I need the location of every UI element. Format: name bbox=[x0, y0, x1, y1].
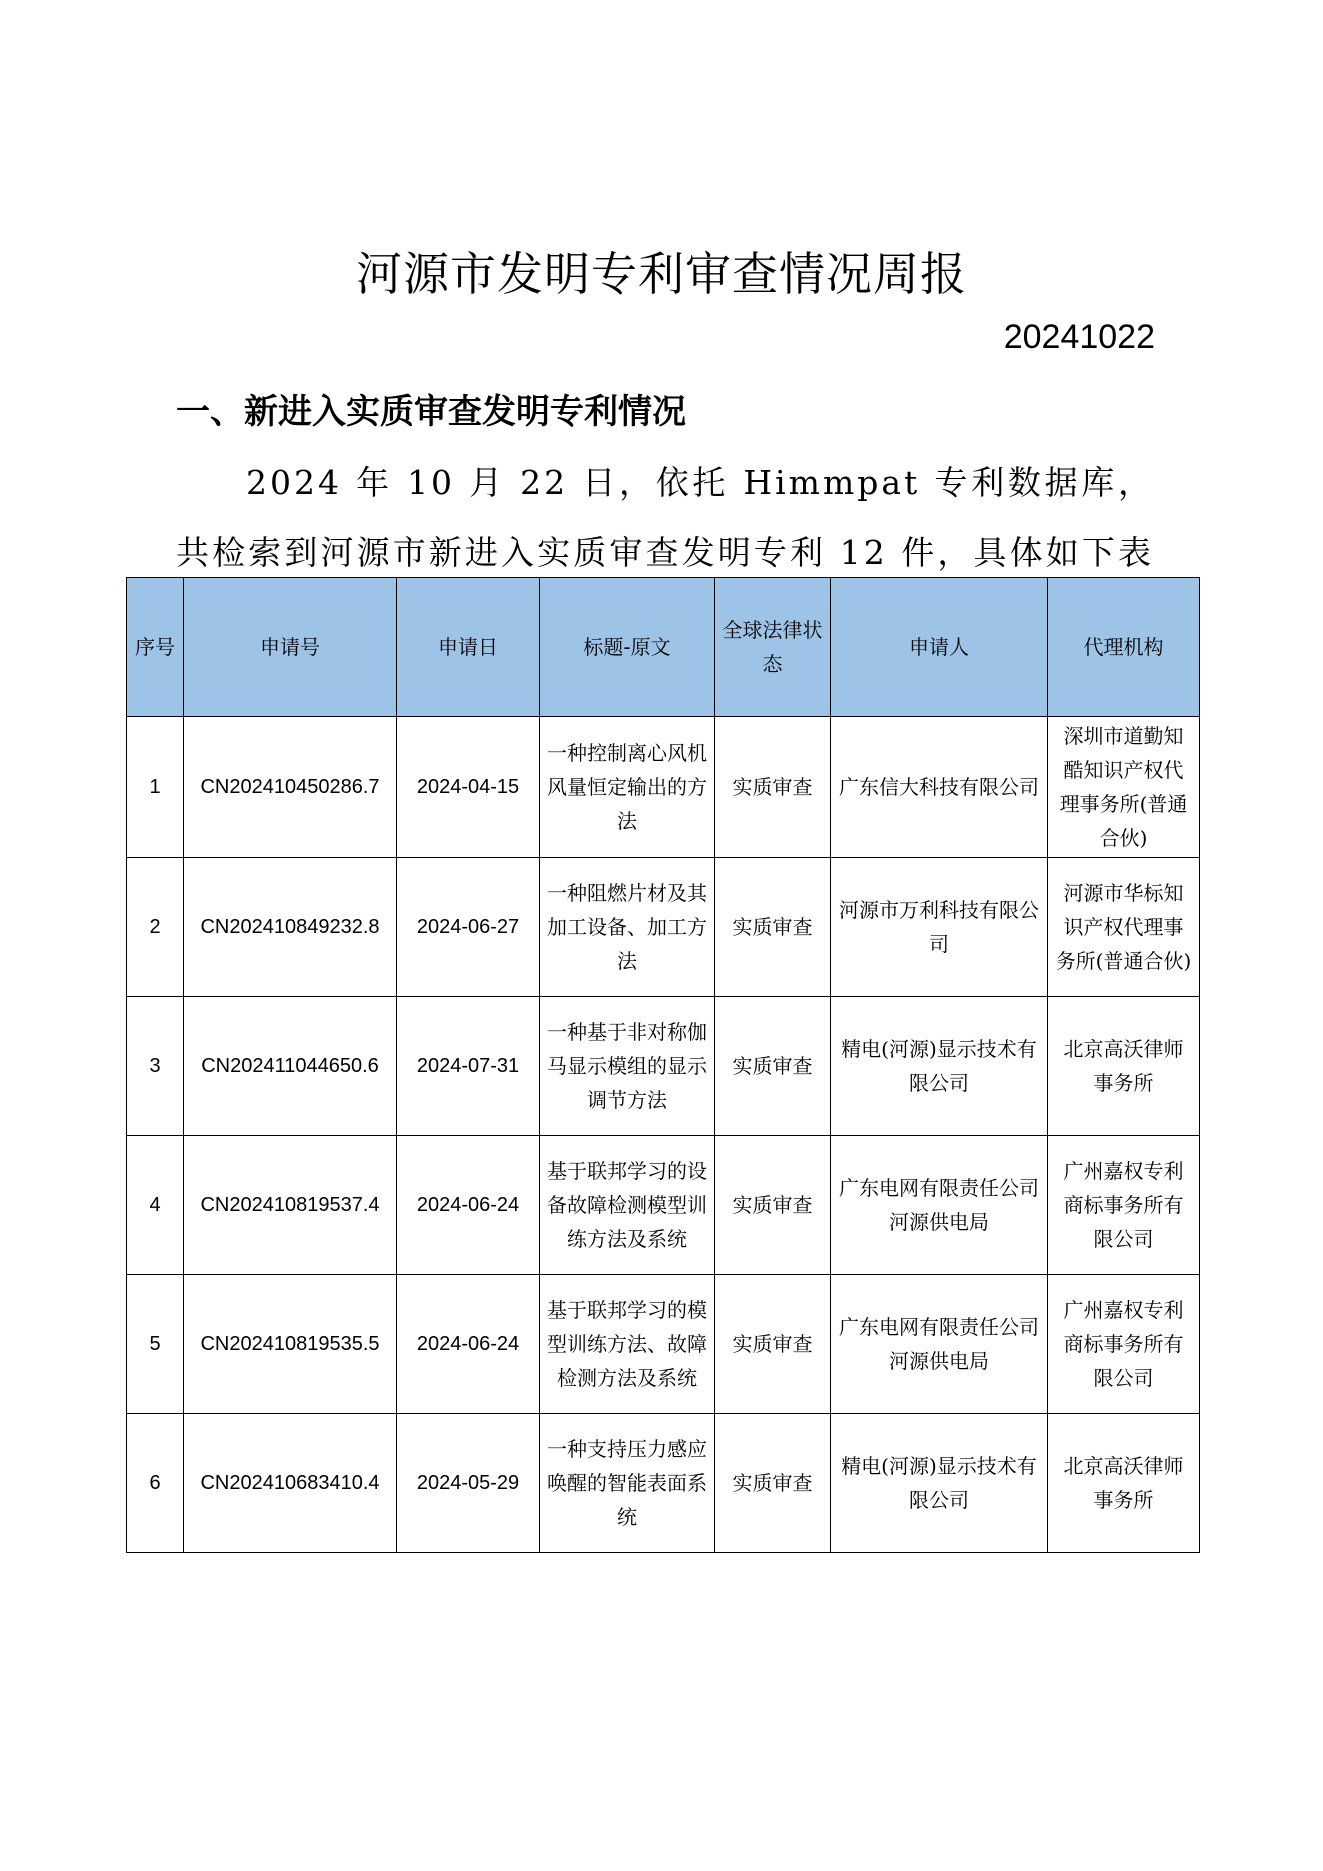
cell-app-date: 2024-06-24 bbox=[397, 1136, 540, 1275]
cell-agency: 北京高沃律师事务所 bbox=[1048, 997, 1200, 1136]
cell-app-date: 2024-04-15 bbox=[397, 717, 540, 858]
report-date: 20241022 bbox=[1003, 318, 1155, 356]
cell-applicant: 河源市万利科技有限公司 bbox=[831, 858, 1048, 997]
cell-app-no: CN202410819537.4 bbox=[184, 1136, 397, 1275]
cell-title: 基于联邦学习的模型训练方法、故障检测方法及系统 bbox=[540, 1275, 715, 1414]
intro-paragraph: 2024 年 10 月 22 日，依托 Himmpat 专利数据库，共检索到河源市新进入实质审查发明专利 12 件，具体如下表 bbox=[176, 463, 1154, 572]
cell-seq: 3 bbox=[127, 997, 184, 1136]
cell-seq: 1 bbox=[127, 717, 184, 858]
cell-app-date: 2024-06-27 bbox=[397, 858, 540, 997]
cell-app-date: 2024-07-31 bbox=[397, 997, 540, 1136]
table-row bbox=[127, 997, 1200, 1136]
cell-seq: 4 bbox=[127, 1136, 184, 1275]
table-row bbox=[127, 717, 1200, 858]
header-seq: 序号 bbox=[127, 578, 184, 717]
cell-status: 实质审查 bbox=[715, 1414, 831, 1553]
cell-applicant: 广东信大科技有限公司 bbox=[831, 717, 1048, 858]
cell-title: 一种支持压力感应唤醒的智能表面系统 bbox=[540, 1414, 715, 1553]
cell-app-no: CN202410450286.7 bbox=[184, 717, 397, 858]
cell-status: 实质审查 bbox=[715, 858, 831, 997]
cell-status: 实质审查 bbox=[715, 1275, 831, 1414]
header-status: 全球法律状态 bbox=[715, 578, 831, 717]
section-heading: 一、新进入实质审查发明专利情况 bbox=[176, 392, 686, 432]
cell-applicant: 精电(河源)显示技术有限公司 bbox=[831, 1414, 1048, 1553]
cell-applicant: 广东电网有限责任公司河源供电局 bbox=[831, 1275, 1048, 1414]
cell-status: 实质审查 bbox=[715, 1136, 831, 1275]
cell-title: 一种阻燃片材及其加工设备、加工方法 bbox=[540, 858, 715, 997]
table-row bbox=[127, 858, 1200, 997]
cell-agency: 北京高沃律师事务所 bbox=[1048, 1414, 1200, 1553]
cell-app-no: CN202411044650.6 bbox=[184, 997, 397, 1136]
cell-applicant: 精电(河源)显示技术有限公司 bbox=[831, 997, 1048, 1136]
header-applicant: 申请人 bbox=[831, 578, 1048, 717]
cell-agency: 深圳市道勤知酷知识产权代理事务所(普通合伙) bbox=[1048, 717, 1200, 858]
cell-app-no: CN202410849232.8 bbox=[184, 858, 397, 997]
cell-agency: 河源市华标知识产权代理事务所(普通合伙) bbox=[1048, 858, 1200, 997]
cell-title: 一种基于非对称伽马显示模组的显示调节方法 bbox=[540, 997, 715, 1136]
cell-agency: 广州嘉权专利商标事务所有限公司 bbox=[1048, 1136, 1200, 1275]
cell-title: 一种控制离心风机风量恒定输出的方法 bbox=[540, 717, 715, 858]
cell-app-no: CN202410819535.5 bbox=[184, 1275, 397, 1414]
table-row bbox=[127, 1414, 1200, 1553]
header-app-date: 申请日 bbox=[397, 578, 540, 717]
cell-status: 实质审查 bbox=[715, 997, 831, 1136]
cell-title: 基于联邦学习的设备故障检测模型训练方法及系统 bbox=[540, 1136, 715, 1275]
cell-status: 实质审查 bbox=[715, 717, 831, 858]
patent-table bbox=[126, 577, 1200, 1553]
cell-agency: 广州嘉权专利商标事务所有限公司 bbox=[1048, 1275, 1200, 1414]
cell-app-date: 2024-05-29 bbox=[397, 1414, 540, 1553]
page-title: 河源市发明专利审查情况周报 bbox=[356, 247, 967, 301]
header-app-no: 申请号 bbox=[184, 578, 397, 717]
header-agency: 代理机构 bbox=[1048, 578, 1200, 717]
cell-seq: 5 bbox=[127, 1275, 184, 1414]
cell-applicant: 广东电网有限责任公司河源供电局 bbox=[831, 1136, 1048, 1275]
header-title: 标题-原文 bbox=[540, 578, 715, 717]
cell-app-no: CN202410683410.4 bbox=[184, 1414, 397, 1553]
cell-seq: 6 bbox=[127, 1414, 184, 1553]
table-header-row bbox=[127, 578, 1200, 717]
cell-seq: 2 bbox=[127, 858, 184, 997]
table-row bbox=[127, 1275, 1200, 1414]
table-row bbox=[127, 1136, 1200, 1275]
cell-app-date: 2024-06-24 bbox=[397, 1275, 540, 1414]
